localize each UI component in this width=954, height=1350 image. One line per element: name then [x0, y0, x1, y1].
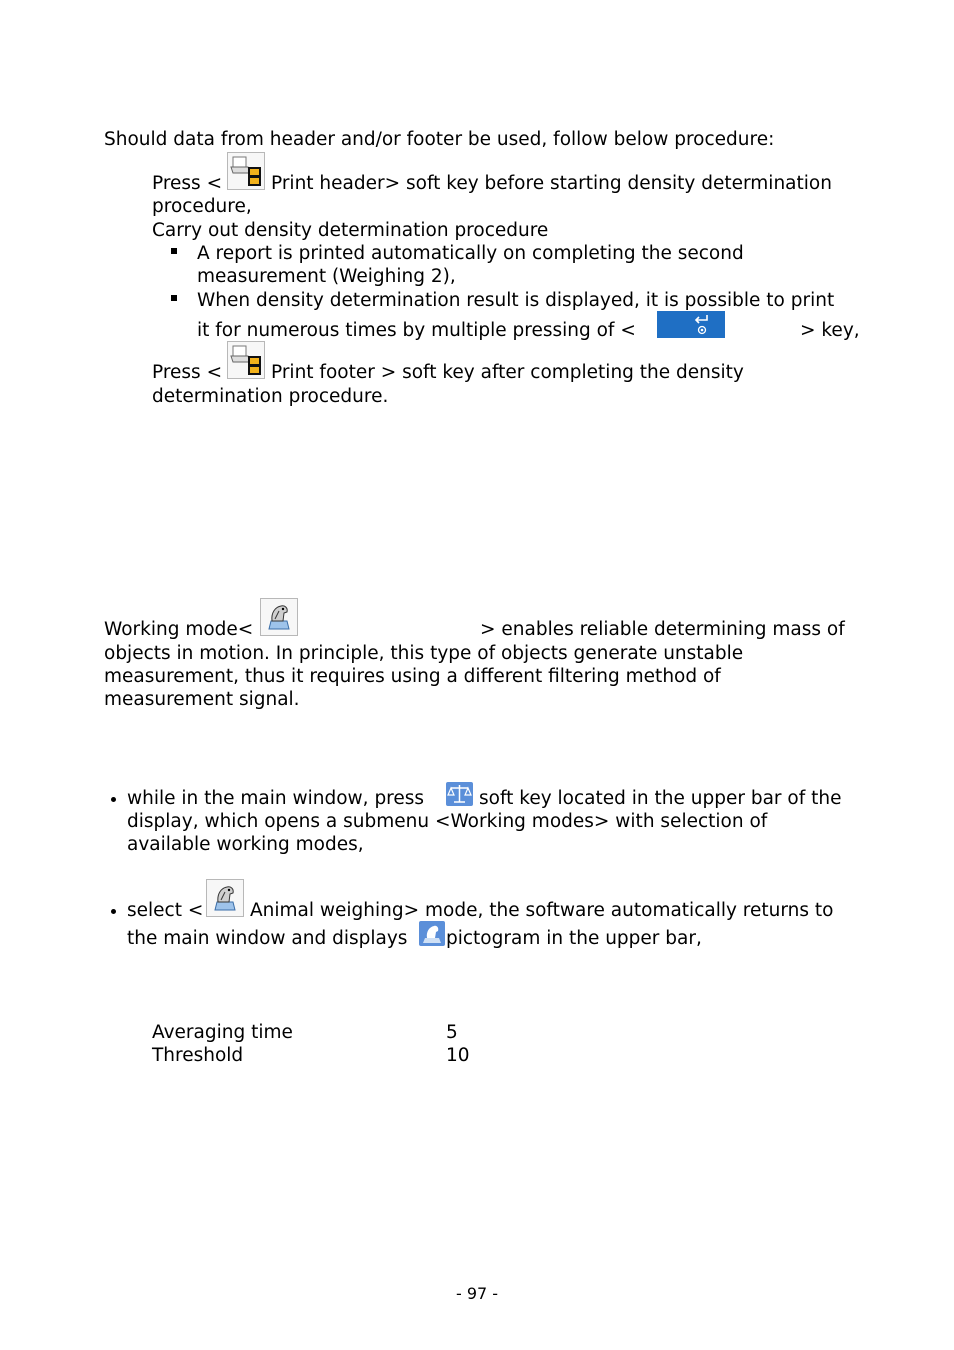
bullet-a-line-1-prefix: while in the main window, press	[127, 788, 425, 809]
bullet-b-line-2-suffix: pictogram in the upper bar,	[446, 928, 702, 949]
bullet-square	[171, 295, 177, 301]
bullet-a-line-2: display, which opens a submenu <Working modes> with selection of	[127, 811, 768, 832]
working-modes-icon[interactable]	[446, 782, 473, 806]
intro-text: Should data from header and/or footer be used, follow below procedure:	[104, 129, 775, 150]
mode-line-1-prefix: Working mode<	[104, 619, 254, 640]
bullet-b-line-1-suffix: Animal weighing> mode, the software automatically returns to	[250, 900, 834, 921]
step-print-header-cont: procedure,	[152, 196, 252, 217]
mode-line-2: objects in motion. In principle, this type of objects generate unstable	[104, 643, 744, 664]
setting-averaging-time-value: 5	[446, 1022, 458, 1043]
step-print-header-text: Print header> soft key before starting density determination	[271, 173, 832, 194]
step-print-header-prefix: Press <	[152, 173, 223, 194]
setting-threshold-value: 10	[446, 1045, 470, 1066]
bullet-b-line-2-prefix: the main window and displays	[127, 928, 408, 949]
animal-weighing-icon[interactable]	[260, 598, 298, 636]
animal-weighing-icon[interactable]	[206, 879, 244, 917]
step-print-footer-prefix: Press <	[152, 362, 223, 383]
printer-icon[interactable]	[227, 152, 265, 190]
step-print-footer-cont: determination procedure.	[152, 386, 389, 407]
mode-line-3: measurement, thus it requires using a different filtering method of	[104, 666, 721, 687]
bullet-dot	[111, 909, 116, 914]
bullet-a-line-3: available working modes,	[127, 834, 364, 855]
page-number: - 97 -	[456, 1284, 499, 1303]
bullet-dot	[111, 797, 116, 802]
step-print-footer-text: Print footer > soft key after completing the density	[271, 362, 744, 383]
enter-key-icon[interactable]	[657, 311, 725, 338]
bullet-a-line-1-suffix: soft key located in the upper bar of the	[479, 788, 842, 809]
setting-threshold-label: Threshold	[152, 1045, 244, 1066]
setting-averaging-time-label: Averaging time	[152, 1022, 293, 1043]
mode-line-4: measurement signal.	[104, 689, 300, 710]
bullet-square	[171, 248, 177, 254]
sub-bullet-1-line-1: A report is printed automatically on completing the second	[197, 243, 744, 264]
sub-bullet-2-line-2-prefix: it for numerous times by multiple pressing of <	[197, 320, 636, 341]
animal-pictogram-icon	[419, 921, 445, 946]
step-carry-out: Carry out density determination procedure	[152, 220, 549, 241]
sub-bullet-1-line-2: measurement (Weighing 2),	[197, 266, 456, 287]
bullet-b-line-1-prefix: select <	[127, 900, 204, 921]
printer-icon[interactable]	[227, 341, 265, 379]
mode-line-1-suffix: > enables reliable determining mass of	[480, 619, 845, 640]
sub-bullet-2-line-2-suffix: > key,	[800, 320, 860, 341]
sub-bullet-2-line-1: When density determination result is displayed, it is possible to print	[197, 290, 835, 311]
